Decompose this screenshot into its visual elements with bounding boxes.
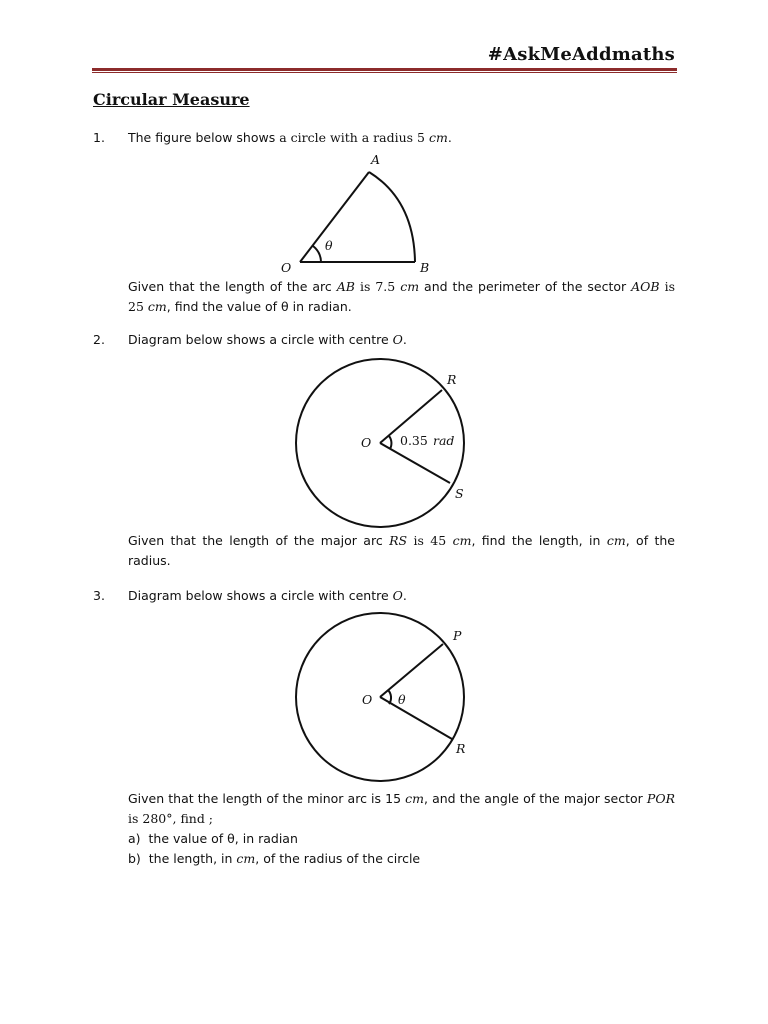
q3-body-sector-por: POR bbox=[646, 791, 675, 806]
q1-body-4: and the perimeter of the sector bbox=[419, 279, 632, 294]
q3-body-4: is 280°, find ; bbox=[128, 811, 214, 826]
page-title: Circular Measure bbox=[93, 90, 250, 109]
q3-label-o: O bbox=[362, 692, 373, 707]
q1-body-arc-ab: AB bbox=[336, 279, 355, 294]
q1-intro-unit: cm bbox=[428, 130, 448, 145]
q3-label-r: R bbox=[456, 741, 466, 756]
q1-body-6: is 25 bbox=[128, 279, 676, 314]
q1-sector-diagram bbox=[300, 172, 415, 262]
q1-body-2: is 7.5 bbox=[354, 279, 401, 294]
question-1-number: 1. bbox=[93, 130, 105, 145]
q2-body-6: , of the radius. bbox=[128, 533, 676, 568]
q3-label-theta: θ bbox=[398, 692, 406, 707]
q1-arc-ab bbox=[369, 172, 415, 262]
q1-intro-end: . bbox=[447, 130, 452, 145]
q3-part-b-text-a: the length, in bbox=[148, 851, 237, 866]
q2-body-unit-1: cm bbox=[452, 533, 472, 548]
q3-part-a-label: a) bbox=[128, 831, 141, 846]
q2-label-o: O bbox=[361, 435, 372, 450]
q3-radius-op bbox=[380, 644, 443, 697]
q1-intro-part-a: The figure below shows bbox=[128, 130, 276, 145]
q2-body-4: , find the length, in bbox=[471, 533, 607, 548]
q2-angle-unit: rad bbox=[433, 433, 455, 448]
q2-angle-value: 0.35 bbox=[400, 433, 428, 448]
q2-angle-mark bbox=[389, 436, 391, 449]
q3-part-b-label: b) bbox=[128, 851, 141, 866]
q2-intro-text: Diagram below shows a circle with centre bbox=[128, 332, 393, 347]
q3-body-unit: cm bbox=[405, 791, 424, 806]
q2-label-s: S bbox=[455, 486, 464, 501]
q2-body-unit-2: cm bbox=[606, 533, 626, 548]
header-hashtag: #AskMeAddmaths bbox=[487, 44, 675, 65]
q1-angle-mark bbox=[313, 246, 321, 262]
q3-body-2: , and the angle of the major sector bbox=[424, 791, 647, 806]
question-3-number: 3. bbox=[93, 588, 105, 603]
q3-intro-end: . bbox=[402, 588, 407, 603]
q3-radius-or bbox=[380, 697, 452, 739]
q3-intro-text: Diagram below shows a circle with centre bbox=[128, 588, 393, 603]
q1-intro-part-b: a circle with a radius 5 bbox=[275, 130, 429, 145]
q1-body-0: Given that the length of the arc bbox=[128, 279, 337, 294]
q1-label-a: A bbox=[371, 152, 381, 167]
q1-label-o: O bbox=[281, 260, 292, 275]
q2-body-2: is 45 bbox=[407, 533, 453, 548]
q3-circle-diagram bbox=[296, 613, 464, 781]
q1-body-sector-aob: AOB bbox=[631, 279, 660, 294]
q3-part-a-text: the value of θ, in radian bbox=[148, 831, 298, 846]
q1-label-theta: θ bbox=[325, 238, 333, 253]
q3-body-0: Given that the length of the minor arc is 15 bbox=[128, 791, 406, 806]
question-2-number: 2. bbox=[93, 332, 105, 347]
q3-part-b-unit: cm bbox=[236, 851, 256, 866]
q2-label-r: R bbox=[447, 372, 457, 387]
q1-radius-oa bbox=[300, 172, 369, 262]
q3-part-b-text-b: , of the radius of the circle bbox=[255, 851, 421, 866]
q2-body-0: Given that the length of the major arc bbox=[128, 533, 390, 548]
q2-body-arc-rs: RS bbox=[389, 533, 408, 548]
q3-intro-var: O bbox=[392, 588, 403, 603]
q2-intro-var: O bbox=[392, 332, 403, 347]
q2-intro-end: . bbox=[402, 332, 407, 347]
q1-body-unit-1: cm bbox=[400, 279, 420, 294]
q1-body-unit-2: cm bbox=[147, 299, 167, 314]
q1-label-b: B bbox=[420, 260, 430, 275]
q3-label-p: P bbox=[453, 628, 462, 643]
q1-body-8: , find the value of θ in radian. bbox=[166, 299, 352, 314]
